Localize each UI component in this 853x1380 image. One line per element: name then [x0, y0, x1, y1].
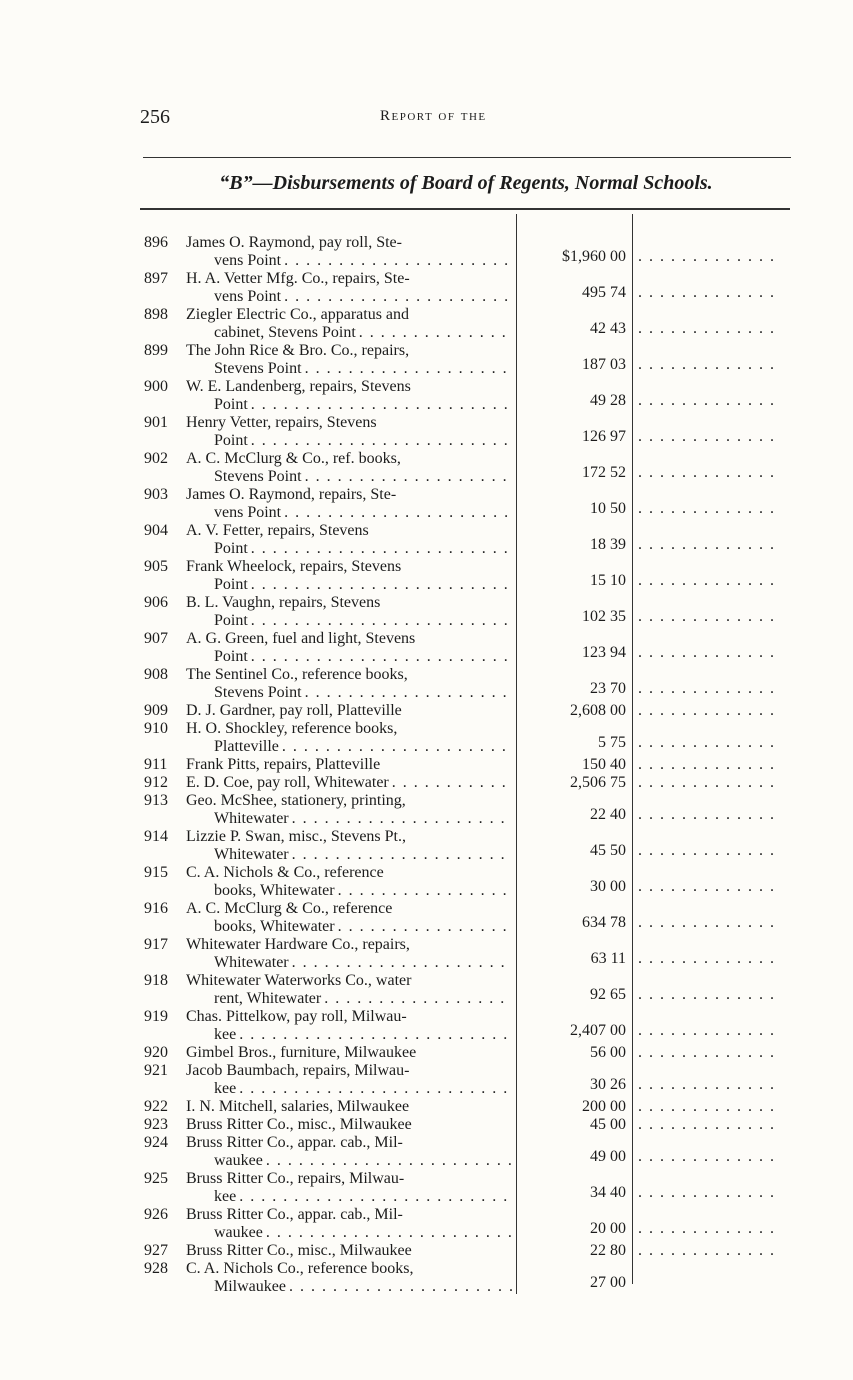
- description-line-1: H. A. Vetter Mfg. Co., repairs, Ste-: [186, 270, 410, 287]
- dot-leader: [248, 576, 512, 594]
- description-line-1: H. O. Shockley, reference books,: [186, 720, 398, 737]
- amount-cell: 56 00: [590, 1044, 626, 1061]
- dot-leader: [289, 810, 512, 828]
- description-line-1: A. V. Fetter, repairs, Stevens: [186, 522, 369, 539]
- description-line-1: Geo. McShee, stationery, printing,: [186, 792, 406, 809]
- payee-description: [186, 270, 512, 306]
- dot-leader: [389, 774, 512, 792]
- total-column-leader: [638, 806, 780, 824]
- description-line-1: B. L. Vaughn, repairs, Stevens: [186, 594, 381, 611]
- total-column-leader: [638, 702, 780, 720]
- payee-description: [186, 594, 512, 630]
- table-row: [0, 522, 853, 558]
- payee-description: [186, 792, 512, 828]
- description-line-1: E. D. Coe, pay roll, Whitewater: [186, 774, 389, 791]
- table-row: [0, 1206, 853, 1242]
- description-line-2: waukee: [214, 1224, 263, 1241]
- amount-cell: 27 00: [590, 1274, 626, 1291]
- payee-description: [186, 864, 512, 900]
- table-row: [0, 486, 853, 522]
- amount-cell: 2,608 00: [570, 702, 626, 719]
- description-line-1: C. A. Nichols Co., reference books,: [186, 1260, 414, 1277]
- table-row: [0, 414, 853, 450]
- voucher-number: 903: [144, 486, 168, 503]
- voucher-number: 897: [144, 270, 168, 287]
- payee-description: [186, 414, 512, 450]
- total-column-leader: [638, 284, 780, 302]
- total-column-leader: [638, 680, 780, 698]
- voucher-number: 925: [144, 1170, 168, 1187]
- voucher-number: 927: [144, 1242, 168, 1259]
- description-line-1: Chas. Pittelkow, pay roll, Milwau-: [186, 1008, 407, 1025]
- amount-cell: 15 10: [590, 572, 626, 589]
- description-line-1: Lizzie P. Swan, misc., Stevens Pt.,: [186, 828, 406, 845]
- description-line-2: Point: [214, 432, 248, 449]
- description-line-1: Bruss Ritter Co., repairs, Milwau-: [186, 1170, 405, 1187]
- total-column-leader: [638, 1184, 780, 1202]
- amount-cell: 30 00: [590, 878, 626, 895]
- voucher-number: 917: [144, 936, 168, 953]
- amount-cell: 49 28: [590, 392, 626, 409]
- payee-description: [186, 1062, 512, 1098]
- description-line-2: vens Point: [214, 288, 282, 305]
- description-line-2: Stevens Point: [214, 684, 302, 701]
- amount-cell: 200 00: [582, 1098, 626, 1115]
- payee-description: [186, 828, 512, 864]
- table-row: [0, 1116, 853, 1134]
- description-line-1: Gimbel Bros., furniture, Milwaukee: [186, 1044, 417, 1061]
- payee-description: [186, 936, 512, 972]
- voucher-number: 911: [144, 756, 168, 773]
- voucher-number: 906: [144, 594, 168, 611]
- table-row: [0, 702, 853, 720]
- voucher-number: 914: [144, 828, 168, 845]
- table-row: [0, 630, 853, 666]
- total-column-leader: [638, 950, 780, 968]
- amount-cell: 18 39: [590, 536, 626, 553]
- total-column-leader: [638, 914, 780, 932]
- total-column-leader: [638, 1148, 780, 1166]
- amount-cell: 634 78: [582, 914, 626, 931]
- payee-description: [186, 774, 512, 792]
- dot-leader: [302, 684, 512, 702]
- description-line-1: Frank Pitts, repairs, Platteville: [186, 756, 381, 773]
- total-column-leader: [638, 878, 780, 896]
- amount-cell: 49 00: [590, 1148, 626, 1165]
- description-line-1: Henry Vetter, repairs, Stevens: [186, 414, 377, 431]
- table-row: [0, 450, 853, 486]
- amount-cell: 23 70: [590, 680, 626, 697]
- table-row: [0, 1242, 853, 1260]
- voucher-number: 913: [144, 792, 168, 809]
- voucher-number: 905: [144, 558, 168, 575]
- description-line-2: cabinet, Stevens Point: [214, 324, 356, 341]
- total-column-leader: [638, 464, 780, 482]
- dot-leader: [281, 288, 512, 306]
- amount-cell: 22 80: [590, 1242, 626, 1259]
- voucher-number: 908: [144, 666, 168, 683]
- payee-description: [186, 666, 512, 702]
- table-row: [0, 900, 853, 936]
- payee-description: [186, 900, 512, 936]
- payee-description: [186, 1098, 512, 1116]
- table-row: [0, 1134, 853, 1170]
- description-line-1: Bruss Ritter Co., misc., Milwaukee: [186, 1116, 412, 1133]
- voucher-number: 915: [144, 864, 168, 881]
- dot-leader: [281, 252, 512, 270]
- top-rule: [143, 157, 791, 158]
- description-line-2: Point: [214, 540, 248, 557]
- amount-cell: 126 97: [582, 428, 626, 445]
- total-column-leader: [638, 842, 780, 860]
- total-column-leader: [638, 392, 780, 410]
- payee-description: [186, 1134, 512, 1170]
- voucher-number: 921: [144, 1062, 168, 1079]
- description-line-1: The John Rice & Bro. Co., repairs,: [186, 342, 410, 359]
- table-row: [0, 828, 853, 864]
- description-line-1: A. C. McClurg & Co., ref. books,: [186, 450, 401, 467]
- amount-cell: 187 03: [582, 356, 626, 373]
- table-row: [0, 306, 853, 342]
- description-line-2: kee: [214, 1188, 237, 1205]
- description-line-2: kee: [214, 1026, 237, 1043]
- dot-leader: [236, 1080, 512, 1098]
- amount-cell: 20 00: [590, 1220, 626, 1237]
- dot-leader: [356, 324, 512, 342]
- total-column-leader: [638, 774, 780, 792]
- description-line-1: James O. Raymond, pay roll, Ste-: [186, 234, 402, 251]
- description-line-1: Whitewater Hardware Co., repairs,: [186, 936, 410, 953]
- payee-description: [186, 1116, 512, 1134]
- amount-cell: 45 00: [590, 1116, 626, 1133]
- amount-cell: 123 94: [582, 644, 626, 661]
- table-row: [0, 1260, 853, 1296]
- voucher-number: 899: [144, 342, 168, 359]
- description-line-2: vens Point: [214, 504, 282, 521]
- voucher-number: 920: [144, 1044, 168, 1061]
- description-line-1: Whitewater Waterworks Co., water: [186, 972, 412, 989]
- payee-description: [186, 756, 512, 774]
- voucher-number: 900: [144, 378, 168, 395]
- description-line-1: A. C. McClurg & Co., reference: [186, 900, 393, 917]
- description-line-2: Point: [214, 396, 248, 413]
- description-line-1: Jacob Baumbach, repairs, Milwau-: [186, 1062, 410, 1079]
- dot-leader: [289, 954, 512, 972]
- description-line-2: Milwaukee: [214, 1278, 286, 1295]
- payee-description: [186, 234, 512, 270]
- payee-description: [186, 720, 512, 756]
- dot-leader: [236, 1026, 512, 1044]
- total-column-leader: [638, 1098, 780, 1116]
- payee-description: [186, 1206, 512, 1242]
- amount-cell: 102 35: [582, 608, 626, 625]
- description-line-2: Whitewater: [214, 954, 289, 971]
- total-column-leader: [638, 1044, 780, 1062]
- total-column-leader: [638, 986, 780, 1004]
- amount-cell: 495 74: [582, 284, 626, 301]
- description-line-1: C. A. Nichols & Co., reference: [186, 864, 384, 881]
- description-line-1: Bruss Ritter Co., appar. cab., Mil-: [186, 1134, 403, 1151]
- description-line-2: Point: [214, 612, 248, 629]
- table-title: “B”—Disbursements of Board of Regents, Normal Schools.: [219, 172, 713, 194]
- total-column-leader: [638, 734, 780, 752]
- amount-cell: 92 65: [590, 986, 626, 1003]
- description-line-2: rent, Whitewater: [214, 990, 322, 1007]
- payee-description: [186, 1170, 512, 1206]
- table-row: [0, 666, 853, 702]
- description-line-2: books, Whitewater: [214, 918, 335, 935]
- description-line-1: Ziegler Electric Co., apparatus and: [186, 306, 410, 323]
- voucher-number: 898: [144, 306, 168, 323]
- payee-description: [186, 702, 512, 720]
- dot-leader: [248, 648, 512, 666]
- description-line-2: Point: [214, 576, 248, 593]
- table-row: [0, 864, 853, 900]
- description-line-1: A. G. Green, fuel and light, Stevens: [186, 630, 416, 647]
- total-column-leader: [638, 1220, 780, 1238]
- total-column-leader: [638, 248, 780, 266]
- amount-cell: $1,960 00: [562, 248, 626, 265]
- total-column-leader: [638, 1116, 780, 1134]
- title-rule: [140, 208, 790, 210]
- voucher-number: 910: [144, 720, 168, 737]
- disbursements-table: [0, 234, 853, 1296]
- table-row: [0, 594, 853, 630]
- table-row: [0, 774, 853, 792]
- voucher-number: 907: [144, 630, 168, 647]
- amount-cell: 5 75: [598, 734, 626, 751]
- description-line-1: W. E. Landenberg, repairs, Stevens: [186, 378, 411, 395]
- table-row: [0, 972, 853, 1008]
- table-row: [0, 756, 853, 774]
- payee-description: [186, 522, 512, 558]
- payee-description: [186, 630, 512, 666]
- voucher-number: 919: [144, 1008, 168, 1025]
- total-column-leader: [638, 1022, 780, 1040]
- description-line-1: Bruss Ritter Co., misc., Milwaukee: [186, 1242, 412, 1259]
- amount-cell: 2,407 00: [570, 1022, 626, 1039]
- dot-leader: [263, 1152, 512, 1170]
- voucher-number: 901: [144, 414, 168, 431]
- description-line-2: waukee: [214, 1152, 263, 1169]
- amount-cell: 42 43: [590, 320, 626, 337]
- voucher-number: 923: [144, 1116, 168, 1133]
- table-row: [0, 270, 853, 306]
- voucher-number: 904: [144, 522, 168, 539]
- total-column-leader: [638, 572, 780, 590]
- description-line-1: The Sentinel Co., reference books,: [186, 666, 408, 683]
- total-column-leader: [638, 644, 780, 662]
- description-line-1: James O. Raymond, repairs, Ste-: [186, 486, 397, 503]
- description-line-2: Whitewater: [214, 846, 289, 863]
- total-column-leader: [638, 756, 780, 774]
- dot-leader: [248, 612, 512, 630]
- description-line-1: Bruss Ritter Co., appar. cab., Mil-: [186, 1206, 403, 1223]
- amount-cell: 30 26: [590, 1076, 626, 1093]
- payee-description: [186, 1008, 512, 1044]
- table-row: [0, 1044, 853, 1062]
- payee-description: [186, 306, 512, 342]
- dot-leader: [279, 738, 512, 756]
- voucher-number: 928: [144, 1260, 168, 1277]
- payee-description: [186, 1044, 512, 1062]
- table-row: [0, 558, 853, 594]
- amount-cell: 45 50: [590, 842, 626, 859]
- payee-description: [186, 450, 512, 486]
- voucher-number: 924: [144, 1134, 168, 1151]
- dot-leader: [335, 918, 512, 936]
- voucher-number: 902: [144, 450, 168, 467]
- voucher-number: 896: [144, 234, 168, 251]
- amount-cell: 2,506 75: [570, 774, 626, 791]
- table-row: [0, 936, 853, 972]
- amount-cell: 34 40: [590, 1184, 626, 1201]
- dot-leader: [248, 540, 512, 558]
- description-line-2: Whitewater: [214, 810, 289, 827]
- description-line-2: vens Point: [214, 252, 282, 269]
- description-line-2: Point: [214, 648, 248, 665]
- total-column-leader: [638, 1076, 780, 1094]
- payee-description: [186, 1260, 512, 1296]
- table-row: [0, 1008, 853, 1044]
- amount-cell: 172 52: [582, 464, 626, 481]
- table-row: [0, 234, 853, 270]
- amount-cell: 63 11: [590, 950, 626, 967]
- page-number: 256: [140, 106, 170, 128]
- payee-description: [186, 1242, 512, 1260]
- dot-leader: [286, 1278, 512, 1296]
- voucher-number: 922: [144, 1098, 168, 1115]
- voucher-number: 926: [144, 1206, 168, 1223]
- description-line-2: Stevens Point: [214, 360, 302, 377]
- amount-cell: 10 50: [590, 500, 626, 517]
- description-line-1: D. J. Gardner, pay roll, Platteville: [186, 702, 402, 719]
- table-row: [0, 1098, 853, 1116]
- total-column-leader: [638, 608, 780, 626]
- dot-leader: [236, 1188, 512, 1206]
- payee-description: [186, 972, 512, 1008]
- dot-leader: [289, 846, 512, 864]
- amount-cell: 150 40: [582, 756, 626, 773]
- description-line-2: Stevens Point: [214, 468, 302, 485]
- dot-leader: [321, 990, 512, 1008]
- dot-leader: [302, 360, 512, 378]
- total-column-leader: [638, 500, 780, 518]
- description-line-2: kee: [214, 1080, 237, 1097]
- total-column-leader: [638, 356, 780, 374]
- table-row: [0, 792, 853, 828]
- amount-cell: 22 40: [590, 806, 626, 823]
- payee-description: [186, 342, 512, 378]
- description-line-1: I. N. Mitchell, salaries, Milwaukee: [186, 1098, 410, 1115]
- dot-leader: [263, 1224, 512, 1242]
- table-row: [0, 1062, 853, 1098]
- total-column-leader: [638, 428, 780, 446]
- description-line-1: Frank Wheelock, repairs, Stevens: [186, 558, 402, 575]
- total-column-leader: [638, 536, 780, 554]
- dot-leader: [335, 882, 512, 900]
- description-line-2: books, Whitewater: [214, 882, 335, 899]
- voucher-number: 918: [144, 972, 168, 989]
- total-column-leader: [638, 320, 780, 338]
- dot-leader: [248, 396, 512, 414]
- voucher-number: 916: [144, 900, 168, 917]
- voucher-number: 912: [144, 774, 168, 791]
- table-row: [0, 720, 853, 756]
- table-row: [0, 342, 853, 378]
- table-row: [0, 378, 853, 414]
- description-line-2: Platteville: [214, 738, 279, 755]
- dot-leader: [248, 432, 512, 450]
- dot-leader: [302, 468, 512, 486]
- total-column-leader: [638, 1242, 780, 1260]
- running-head: Report of the: [380, 108, 487, 124]
- payee-description: [186, 486, 512, 522]
- voucher-number: 909: [144, 702, 168, 719]
- dot-leader: [281, 504, 512, 522]
- payee-description: [186, 558, 512, 594]
- payee-description: [186, 378, 512, 414]
- table-row: [0, 1170, 853, 1206]
